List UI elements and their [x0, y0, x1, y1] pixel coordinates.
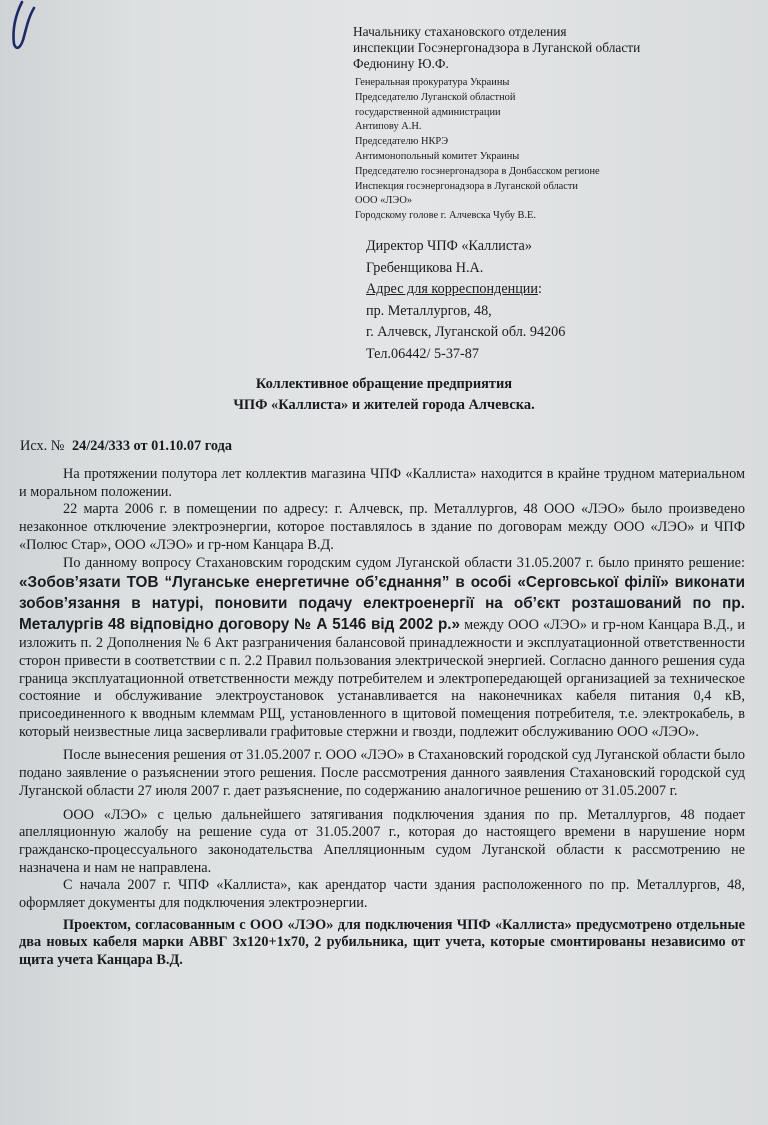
paragraph-text: По данному вопросу Стахановским городским судом Луганской области 31.05.2007 г. было принято решение: [63, 554, 745, 571]
address-label-text: Адрес для корреспонденции [366, 281, 538, 297]
copy-recipients-list [355, 76, 735, 224]
addressee-block [353, 24, 753, 72]
paragraph: С начала 2007 г. ЧПФ «Каллиста», как арендатор части здания расположенного по пр. Металлургов, 48, оформляет документы для подключения электроэнергии. [19, 877, 745, 912]
paragraph-text: между ООО «ЛЭО» и гр-ном Канцара В.Д., и изложить п. 2 Дополнения № 6 Акт разграничения балансовой принадлежности и эксплуатационной ответственности сторон привести в соответствии с п. 2.2 Правил пользования электрической энергией. Согласно данного решения суда граница эксплуатационной ответственности между потребителем и электропередающей организацией за техническое состояние и обслуживание электроустановок устанавливается на наконечниках кабеля питания 0,4 кВ, присоединенного к вводным клеммам РЩ, установленного в щитовой помещения потребителя, т.е. электрокабель, в который неизвестные лица засверливали графитовые стержни и гвозди, подлежит обслуживанию ООО «ЛЭО». [19, 617, 745, 740]
correspondence-address-label [366, 279, 746, 301]
cc-item: Антимонопольный комитет Украины [355, 150, 520, 162]
cc-item: Генеральная прокуратура Украины [355, 77, 510, 88]
sender-city: г. Алчевск, Луганской обл. 94206 [366, 324, 566, 340]
sender-block [366, 236, 746, 365]
addressee-name: Федюнину Ю.Ф. [353, 56, 449, 71]
paragraph-court-decision [19, 555, 745, 742]
paragraph: На протяжении полутора лет коллектив магазина ЧПФ «Каллиста» находится в крайне трудном материальном и моральном положении. [19, 466, 745, 500]
cc-item: Городскому голове г. Алчевска Чубу В.Е. [355, 210, 536, 222]
cc-item: ООО «ЛЭО» [355, 195, 413, 207]
document-title-line-2: ЧПФ «Каллиста» и жителей города Алчевска. [233, 397, 535, 413]
reference-number: 24/24/333 от 01.10.07 года [72, 438, 232, 454]
reference-prefix: Исх. № [20, 438, 65, 454]
sender-title: Директор ЧПФ «Каллиста» [366, 238, 532, 254]
addressee-line: инспекции Госэнергонадзора в Луганской области [353, 40, 641, 55]
sender-street: пр. Металлургов, 48, [366, 302, 492, 319]
outgoing-reference [20, 438, 232, 455]
addressee-line: Начальнику стахановского отделения [353, 24, 567, 39]
cc-item: Председателю Луганской областной [355, 91, 516, 103]
cc-item: Председателю НКРЭ [355, 136, 449, 148]
letter-body [19, 466, 745, 970]
paragraph: ООО «ЛЭО» с целью дальнейшего затягивания подключения здания по пр. Металлургов, 48 подает апелляционную жалобу на решение суда от 31.05.2007 г., которая до настоящего времени в нарушение норм гражданско-процессуального законодательства Апелляционным судом Луганской области к рассмотрению не назначена и нам не направлена. [19, 806, 745, 876]
cc-item: государственной администрации [355, 106, 501, 118]
paragraph: 22 марта 2006 г. в помещении по адресу: г. Алчевск, пр. Металлургов, 48 ООО «ЛЭО» было произведено незаконное отключение электроэнергии, которое поставлялось в здание по договорам между ООО «ЛЭО» и ЧПФ «Полюс Стар», ООО «ЛЭО» и гр-ном Канцара В.Д. [19, 501, 745, 553]
sender-name: Гребенщикова Н.А. [366, 259, 484, 276]
paragraph-project: Проектом, согласованным с ООО «ЛЭО» для подключения ЧПФ «Каллиста» предусмотрено отдельные два новых кабеля марки АВВГ 3х120+1х70, 2 рубильника, щит учета, которые смонтированы независимо от щита учета Канцара В.Д. [19, 916, 745, 969]
document-title-line-1: Коллективное обращение предприятия [255, 376, 513, 392]
address-label-colon: : [538, 281, 542, 297]
cc-item: Инспекция госэнергонадзора в Луганской области [355, 180, 578, 192]
handwritten-tick-mark [4, 0, 44, 55]
cc-item: Председателю госэнергонадзора в Донбасском регионе [355, 165, 600, 177]
court-decision-quote: «Зобов’язати ТОВ “Луганське енергетичне об’єднання” в особі «Серговської філії» виконати зобов’язання в натурі, поновити подачу електроенергії на об’єкт розташований по пр. Металургів 48 відповідно договору № А 5146 від 2002 р.» [19, 574, 745, 634]
paragraph: После вынесения решения от 31.05.2007 г. ООО «ЛЭО» в Стахановский городской суд Луганской области было подано заявление о разъяснении этого решения. После рассмотрения данного заявления Стахановский городской суд Луганской области 27 июля 2007 г. дает разъяснение, по содержанию аналогичное решению от 31.05.2007 г. [19, 747, 745, 799]
cc-item: Антипову А.Н. [355, 121, 422, 133]
sender-phone: Тел.06442/ 5-37-87 [366, 345, 479, 362]
